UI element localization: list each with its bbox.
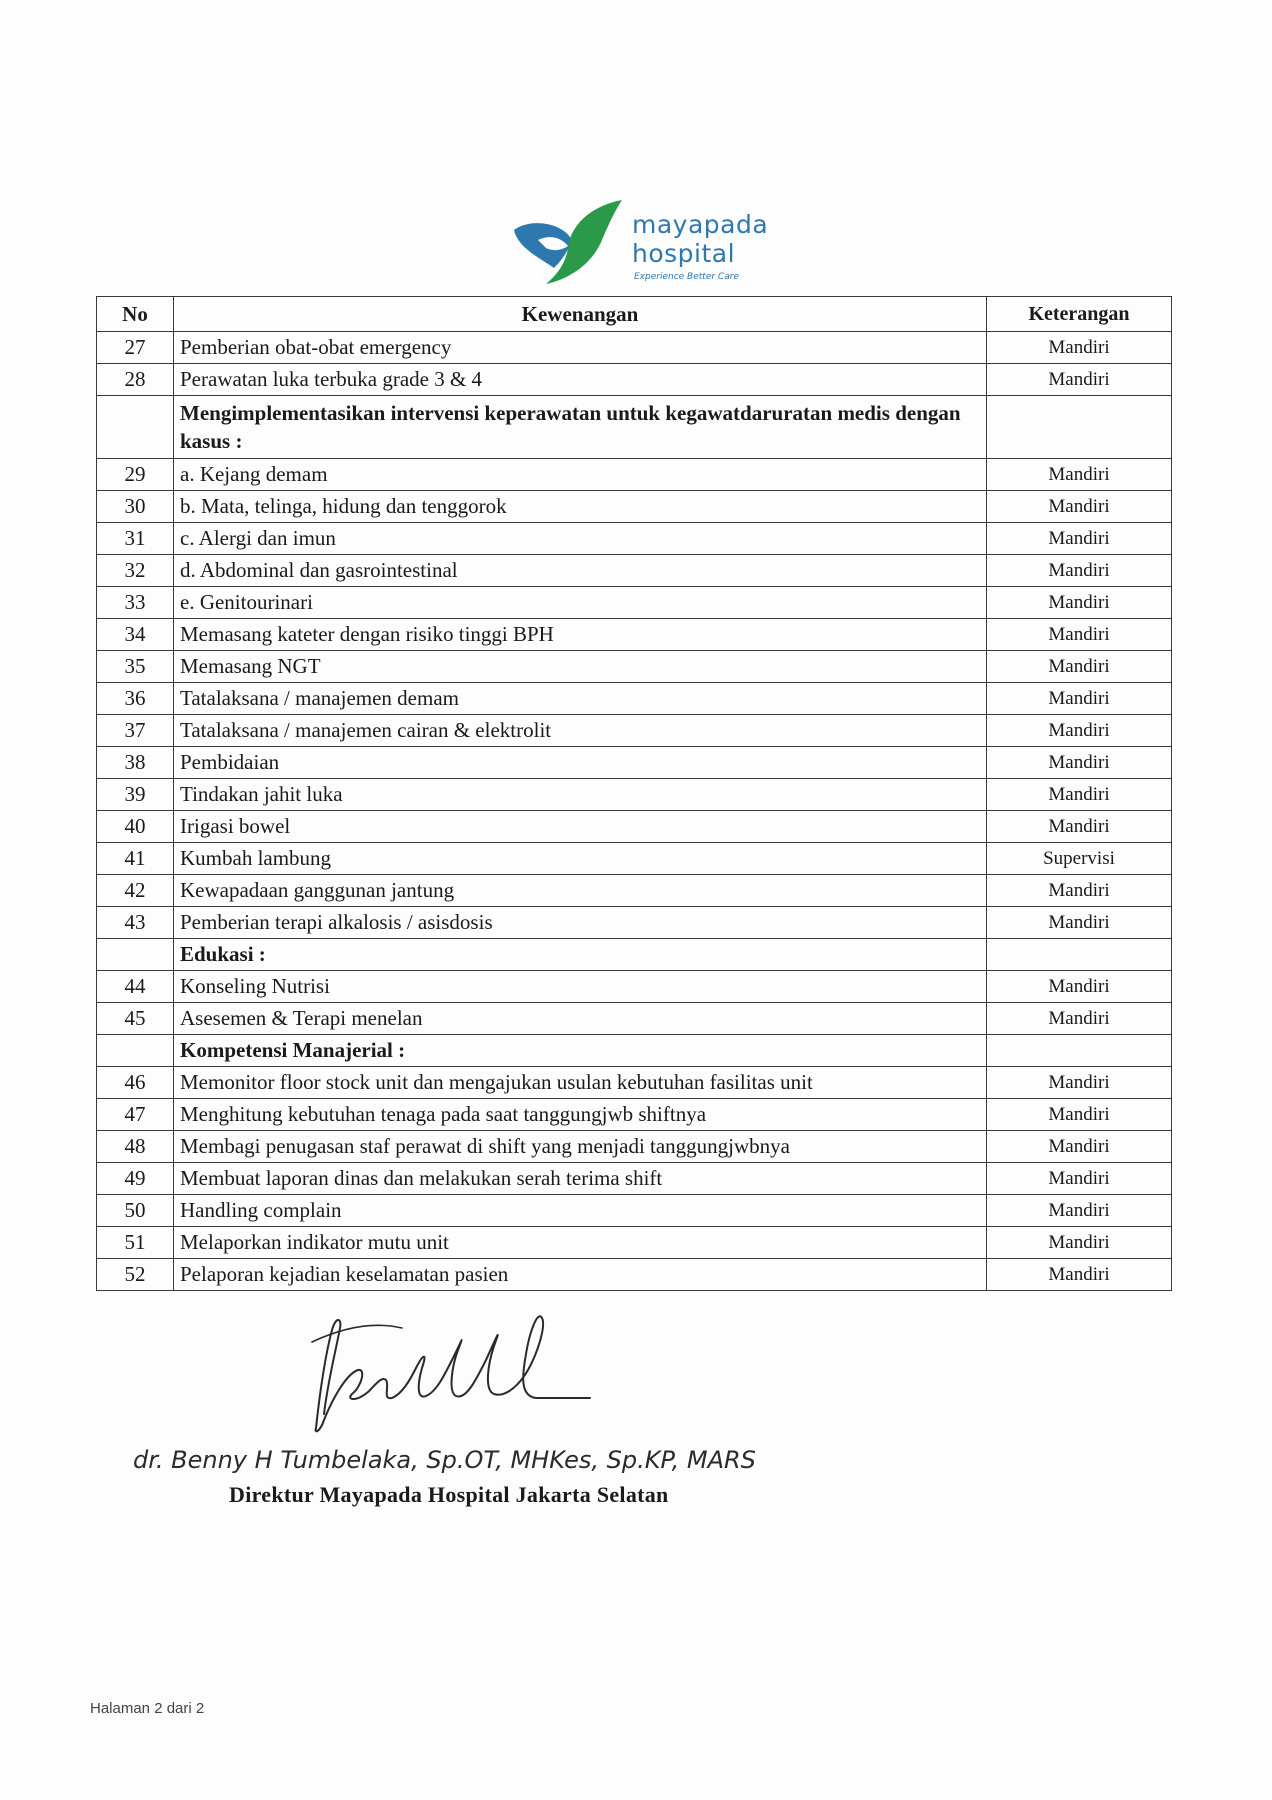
- row-keterangan: Mandiri: [987, 587, 1172, 619]
- row-number: 27: [97, 332, 174, 364]
- row-keterangan: Mandiri: [987, 1259, 1172, 1291]
- row-kewenangan: Kompetensi Manajerial :: [174, 1035, 987, 1067]
- row-kewenangan: Pelaporan kejadian keselamatan pasien: [174, 1259, 987, 1291]
- row-kewenangan: Pemberian terapi alkalosis / asisdosis: [174, 907, 987, 939]
- table-row: [97, 1163, 1172, 1195]
- table-row: [97, 1131, 1172, 1163]
- table-row: [97, 715, 1172, 747]
- row-kewenangan: Tindakan jahit luka: [174, 779, 987, 811]
- table-row: [97, 491, 1172, 523]
- row-keterangan: Mandiri: [987, 619, 1172, 651]
- table-row: [97, 875, 1172, 907]
- table-row: [97, 587, 1172, 619]
- page-number: Halaman 2 dari 2: [90, 1700, 205, 1717]
- row-number: 29: [97, 459, 174, 491]
- table-row: [97, 1259, 1172, 1291]
- row-kewenangan: a. Kejang demam: [174, 459, 987, 491]
- table-row: [97, 555, 1172, 587]
- table-row: [97, 396, 1172, 459]
- row-number: 50: [97, 1195, 174, 1227]
- row-number: 44: [97, 971, 174, 1003]
- row-number: [97, 396, 174, 459]
- row-number: 42: [97, 875, 174, 907]
- row-kewenangan: Edukasi :: [174, 939, 987, 971]
- row-keterangan: Mandiri: [987, 1195, 1172, 1227]
- row-number: 36: [97, 683, 174, 715]
- row-kewenangan: Memasang kateter dengan risiko tinggi BPH: [174, 619, 987, 651]
- row-number: [97, 939, 174, 971]
- table-row: [97, 811, 1172, 843]
- row-keterangan: Mandiri: [987, 747, 1172, 779]
- row-keterangan: Mandiri: [987, 1099, 1172, 1131]
- table-row: [97, 523, 1172, 555]
- row-kewenangan: Menghitung kebutuhan tenaga pada saat tanggungjwb shiftnya: [174, 1099, 987, 1131]
- logo-name-line1: mayapada: [632, 210, 769, 239]
- hospital-logo: [510, 196, 780, 288]
- row-keterangan: Supervisi: [987, 843, 1172, 875]
- table-row: [97, 779, 1172, 811]
- row-keterangan: Mandiri: [987, 555, 1172, 587]
- table-row: [97, 1227, 1172, 1259]
- row-kewenangan: Perawatan luka terbuka grade 3 & 4: [174, 364, 987, 396]
- row-keterangan: Mandiri: [987, 971, 1172, 1003]
- row-number: 28: [97, 364, 174, 396]
- row-keterangan: Mandiri: [987, 1163, 1172, 1195]
- table-row: [97, 1099, 1172, 1131]
- row-number: 51: [97, 1227, 174, 1259]
- row-number: 48: [97, 1131, 174, 1163]
- row-keterangan: Mandiri: [987, 1227, 1172, 1259]
- row-keterangan: Mandiri: [987, 1067, 1172, 1099]
- row-kewenangan: Asesemen & Terapi menelan: [174, 1003, 987, 1035]
- table-row: [97, 1067, 1172, 1099]
- logo-name-line2: hospital: [632, 239, 736, 268]
- row-number: 47: [97, 1099, 174, 1131]
- row-keterangan: Mandiri: [987, 907, 1172, 939]
- table-row: [97, 843, 1172, 875]
- kewenangan-table: [96, 296, 1172, 1291]
- table-row: [97, 971, 1172, 1003]
- row-kewenangan: Pemberian obat-obat emergency: [174, 332, 987, 364]
- row-kewenangan: Handling complain: [174, 1195, 987, 1227]
- row-number: 32: [97, 555, 174, 587]
- row-number: 39: [97, 779, 174, 811]
- table-row: [97, 364, 1172, 396]
- row-keterangan: Mandiri: [987, 364, 1172, 396]
- row-number: 37: [97, 715, 174, 747]
- logo-tagline: Experience Better Care: [634, 272, 739, 282]
- row-keterangan: Mandiri: [987, 811, 1172, 843]
- row-number: 41: [97, 843, 174, 875]
- table-row: [97, 1195, 1172, 1227]
- row-kewenangan: Kewapadaan ganggunan jantung: [174, 875, 987, 907]
- row-kewenangan: Mengimplementasikan intervensi keperawatan untuk kegawatdaruratan medis dengan kasus :: [174, 396, 987, 459]
- row-keterangan: Mandiri: [987, 779, 1172, 811]
- row-kewenangan: c. Alergi dan imun: [174, 523, 987, 555]
- table-row: [97, 619, 1172, 651]
- row-number: [97, 1035, 174, 1067]
- table-row: [97, 651, 1172, 683]
- signatory-name: dr. Benny H Tumbelaka, Sp.OT, MHKes, Sp.KP, MARS: [133, 1446, 756, 1474]
- row-number: 49: [97, 1163, 174, 1195]
- row-kewenangan: Memonitor floor stock unit dan mengajukan usulan kebutuhan fasilitas unit: [174, 1067, 987, 1099]
- row-number: 52: [97, 1259, 174, 1291]
- table-row: [97, 1003, 1172, 1035]
- row-number: 40: [97, 811, 174, 843]
- row-kewenangan: b. Mata, telinga, hidung dan tenggorok: [174, 491, 987, 523]
- heart-leaf-icon: [510, 196, 630, 288]
- row-keterangan: Mandiri: [987, 1131, 1172, 1163]
- table-row: [97, 939, 1172, 971]
- row-kewenangan: Konseling Nutrisi: [174, 971, 987, 1003]
- table-row: [97, 907, 1172, 939]
- row-kewenangan: e. Genitourinari: [174, 587, 987, 619]
- header-no: No: [97, 297, 174, 332]
- row-keterangan: Mandiri: [987, 715, 1172, 747]
- row-keterangan: Mandiri: [987, 1003, 1172, 1035]
- row-number: 38: [97, 747, 174, 779]
- header-kewenangan: Kewenangan: [174, 297, 987, 332]
- table-row: [97, 1035, 1172, 1067]
- row-keterangan: Mandiri: [987, 683, 1172, 715]
- row-keterangan: [987, 396, 1172, 459]
- table-row: [97, 683, 1172, 715]
- row-kewenangan: Membuat laporan dinas dan melakukan serah terima shift: [174, 1163, 987, 1195]
- row-kewenangan: Melaporkan indikator mutu unit: [174, 1227, 987, 1259]
- row-keterangan: Mandiri: [987, 875, 1172, 907]
- row-number: 34: [97, 619, 174, 651]
- table-row: [97, 332, 1172, 364]
- row-number: 45: [97, 1003, 174, 1035]
- row-number: 33: [97, 587, 174, 619]
- table-body: [97, 332, 1172, 1291]
- row-keterangan: Mandiri: [987, 332, 1172, 364]
- row-keterangan: Mandiri: [987, 491, 1172, 523]
- row-kewenangan: Irigasi bowel: [174, 811, 987, 843]
- row-number: 31: [97, 523, 174, 555]
- header-keterangan: Keterangan: [987, 297, 1172, 332]
- row-number: 35: [97, 651, 174, 683]
- row-kewenangan: Tatalaksana / manajemen cairan & elektrolit: [174, 715, 987, 747]
- row-keterangan: Mandiri: [987, 459, 1172, 491]
- signature-image: [306, 1310, 596, 1440]
- row-kewenangan: Pembidaian: [174, 747, 987, 779]
- row-number: 43: [97, 907, 174, 939]
- row-kewenangan: Kumbah lambung: [174, 843, 987, 875]
- signatory-title: Direktur Mayapada Hospital Jakarta Selatan: [229, 1482, 669, 1507]
- table-header-row: [97, 297, 1172, 332]
- row-keterangan: Mandiri: [987, 651, 1172, 683]
- row-keterangan: [987, 1035, 1172, 1067]
- row-number: 30: [97, 491, 174, 523]
- row-keterangan: [987, 939, 1172, 971]
- row-keterangan: Mandiri: [987, 523, 1172, 555]
- row-kewenangan: Membagi penugasan staf perawat di shift yang menjadi tanggungjwbnya: [174, 1131, 987, 1163]
- row-number: 46: [97, 1067, 174, 1099]
- row-kewenangan: d. Abdominal dan gasrointestinal: [174, 555, 987, 587]
- logo-wordmark: [632, 210, 768, 268]
- row-kewenangan: Memasang NGT: [174, 651, 987, 683]
- table-row: [97, 747, 1172, 779]
- table-row: [97, 459, 1172, 491]
- row-kewenangan: Tatalaksana / manajemen demam: [174, 683, 987, 715]
